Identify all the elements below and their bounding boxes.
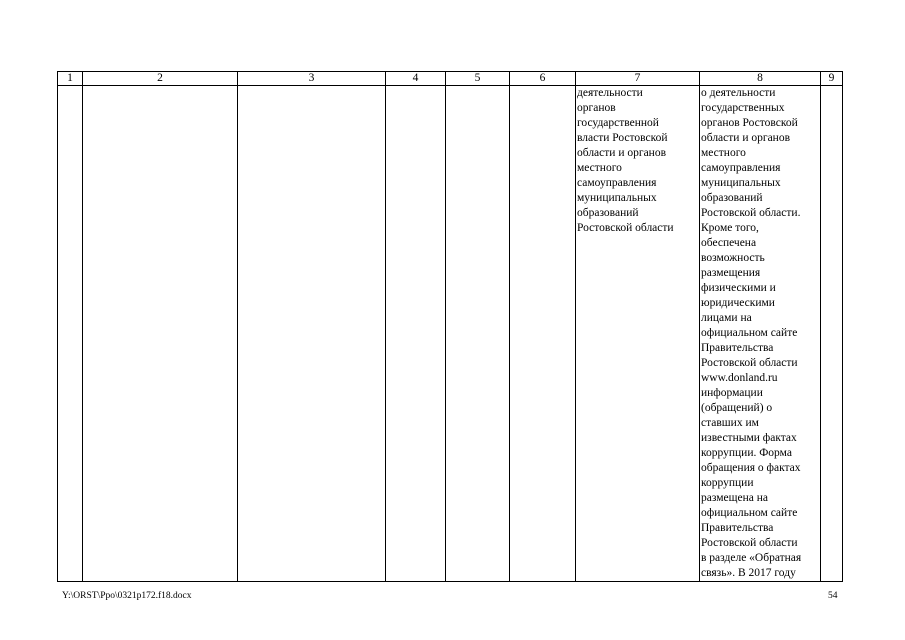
page-number: 54 <box>828 591 838 601</box>
column-header-7: 7 <box>576 72 700 86</box>
column-header-5: 5 <box>446 72 510 86</box>
column-header-1: 1 <box>58 72 83 86</box>
table-row <box>58 86 843 582</box>
header-row <box>58 72 843 86</box>
cell-col1 <box>58 86 83 582</box>
column-header-4: 4 <box>386 72 446 86</box>
footer-file-path: Y:\ORST\Ppo\0321p172.f18.docx <box>62 591 192 601</box>
column-header-9: 9 <box>821 72 843 86</box>
cell-col9 <box>821 86 843 582</box>
document-table <box>57 71 843 582</box>
cell-col3 <box>238 86 386 582</box>
column-header-6: 6 <box>510 72 576 86</box>
cell-col5 <box>446 86 510 582</box>
cell-col6 <box>510 86 576 582</box>
column-header-8: 8 <box>700 72 821 86</box>
cell-col4 <box>386 86 446 582</box>
column-header-2: 2 <box>83 72 238 86</box>
cell-col7: деятельности органов государственной власти Ростовской области и органов местного самоуправления муниципальных образований Ростовской области <box>576 86 700 582</box>
cell-col8: о деятельности государственных органов Ростовской области и органов местного самоуправления муниципальных образований Ростовской области. Кроме того, обеспечена возможность размещения физическими и юридическими лицами на официальном сайте Правительства Ростовской области www.donland.ru информации (обращений) о ставших им известными фактах коррупции. Форма обращения о фактах коррупции размещена на официальном сайте Правительства Ростовской области в разделе «Обратная связь». В 2017 году <box>700 86 821 582</box>
cell-col2 <box>83 86 238 582</box>
column-header-3: 3 <box>238 72 386 86</box>
